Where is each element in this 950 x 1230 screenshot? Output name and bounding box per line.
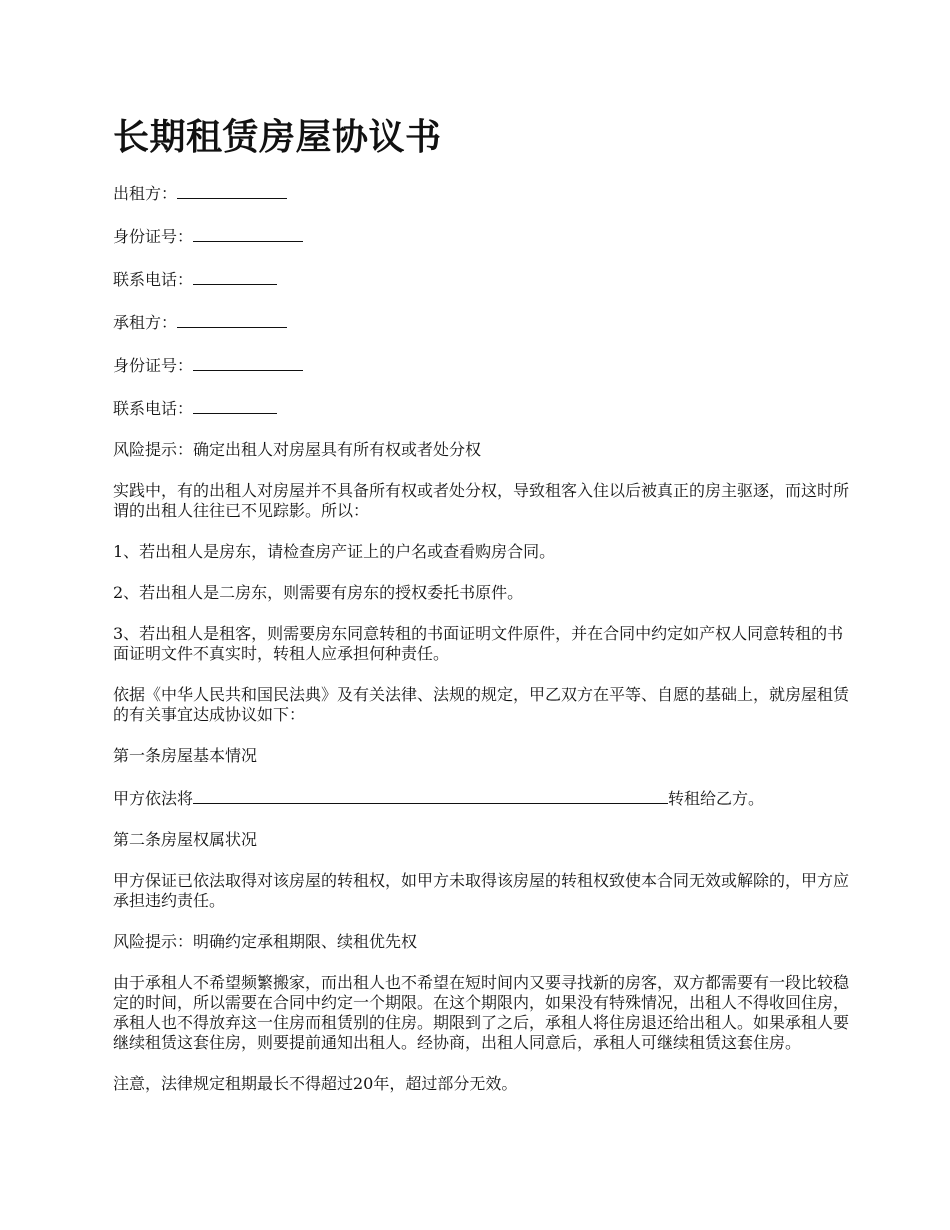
lessor-id-field (113, 225, 853, 247)
lessee-phone-blank[interactable] (193, 397, 277, 414)
article-2-body: 甲方保证已依法取得对该房屋的转租权，如甲方未取得该房屋的转租权致使本合同无效或解除的，甲方应承担违约责任。 (113, 871, 850, 910)
field-label: 联系电话： (113, 270, 194, 289)
article-1-prefix: 甲方依法将 (113, 789, 194, 808)
lessee-blank[interactable] (177, 311, 287, 328)
property-blank[interactable] (193, 787, 668, 804)
lessor-phone-field (113, 268, 853, 290)
risk-tip-ownership-body: 实践中，有的出租人对房屋并不具备所有权或者处分权，导致租客入住以后被真正的房主驱逐，而这时所谓的出租人往往已不见踪影。所以： (113, 481, 850, 520)
field-label: 身份证号： (113, 227, 194, 246)
risk-tip-ownership-title: 风险提示：确定出租人对房屋具有所有权或者处分权 (113, 440, 482, 459)
article-2-title: 第二条房屋权属状况 (113, 830, 258, 849)
article-1-title: 第一条房屋基本情况 (113, 746, 258, 765)
lessee-field (113, 311, 853, 333)
lessee-id-blank[interactable] (193, 354, 303, 371)
note: 注意，法律规定租期最长不得超过20年，超过部分无效。 (113, 1074, 518, 1093)
lessee-phone-field (113, 397, 853, 419)
lessor-field (113, 182, 853, 204)
legal-basis: 依据《中华人民共和国民法典》及有关法律、法规的规定，甲乙双方在平等、自愿的基础上，就房屋租赁的有关事宜达成协议如下： (113, 685, 850, 724)
lessor-id-blank[interactable] (193, 225, 303, 242)
lessee-id-field (113, 354, 853, 376)
page-title: 长期租赁房屋协议书 (113, 116, 442, 158)
field-label: 出租方： (113, 184, 178, 203)
field-label: 承租方： (113, 313, 178, 332)
lessor-phone-blank[interactable] (193, 268, 277, 285)
risk-tip-term-body: 由于承租人不希望频繁搬家，而出租人也不希望在短时间内又要寻找新的房客，双方都需要有一段比较稳定的时间，所以需要在合同中约定一个期限。在这个期限内，如果没有特殊情况，出租人不得收回住房，承租人也不得放弃这一住房而租赁别的住房。期限到了之后，承租人将住房退还给出租人。如果承租人要继续租赁这套住房，则要提前通知出租人。经协商，出租人同意后，承租人可继续租赁这套住房。 (113, 973, 850, 1052)
field-label: 身份证号： (113, 356, 194, 375)
document-page (113, 112, 853, 1115)
list-item: 1、若出租人是房东，请检查房产证上的户名或查看购房合同。 (113, 542, 556, 561)
list-item: 3、若出租人是租客，则需要房东同意转租的书面证明文件原件，并在合同中约定如产权人同意转租的书面证明文件不真实时，转租人应承担何种责任。 (113, 624, 844, 663)
article-1-suffix: 转租给乙方。 (668, 789, 765, 808)
risk-tip-term-title: 风险提示：明确约定承租期限、续租优先权 (113, 932, 418, 951)
article-1-body (113, 787, 853, 809)
field-label: 联系电话： (113, 399, 194, 418)
list-item: 2、若出租人是二房东，则需要有房东的授权委托书原件。 (113, 583, 524, 602)
lessor-blank[interactable] (177, 182, 287, 199)
